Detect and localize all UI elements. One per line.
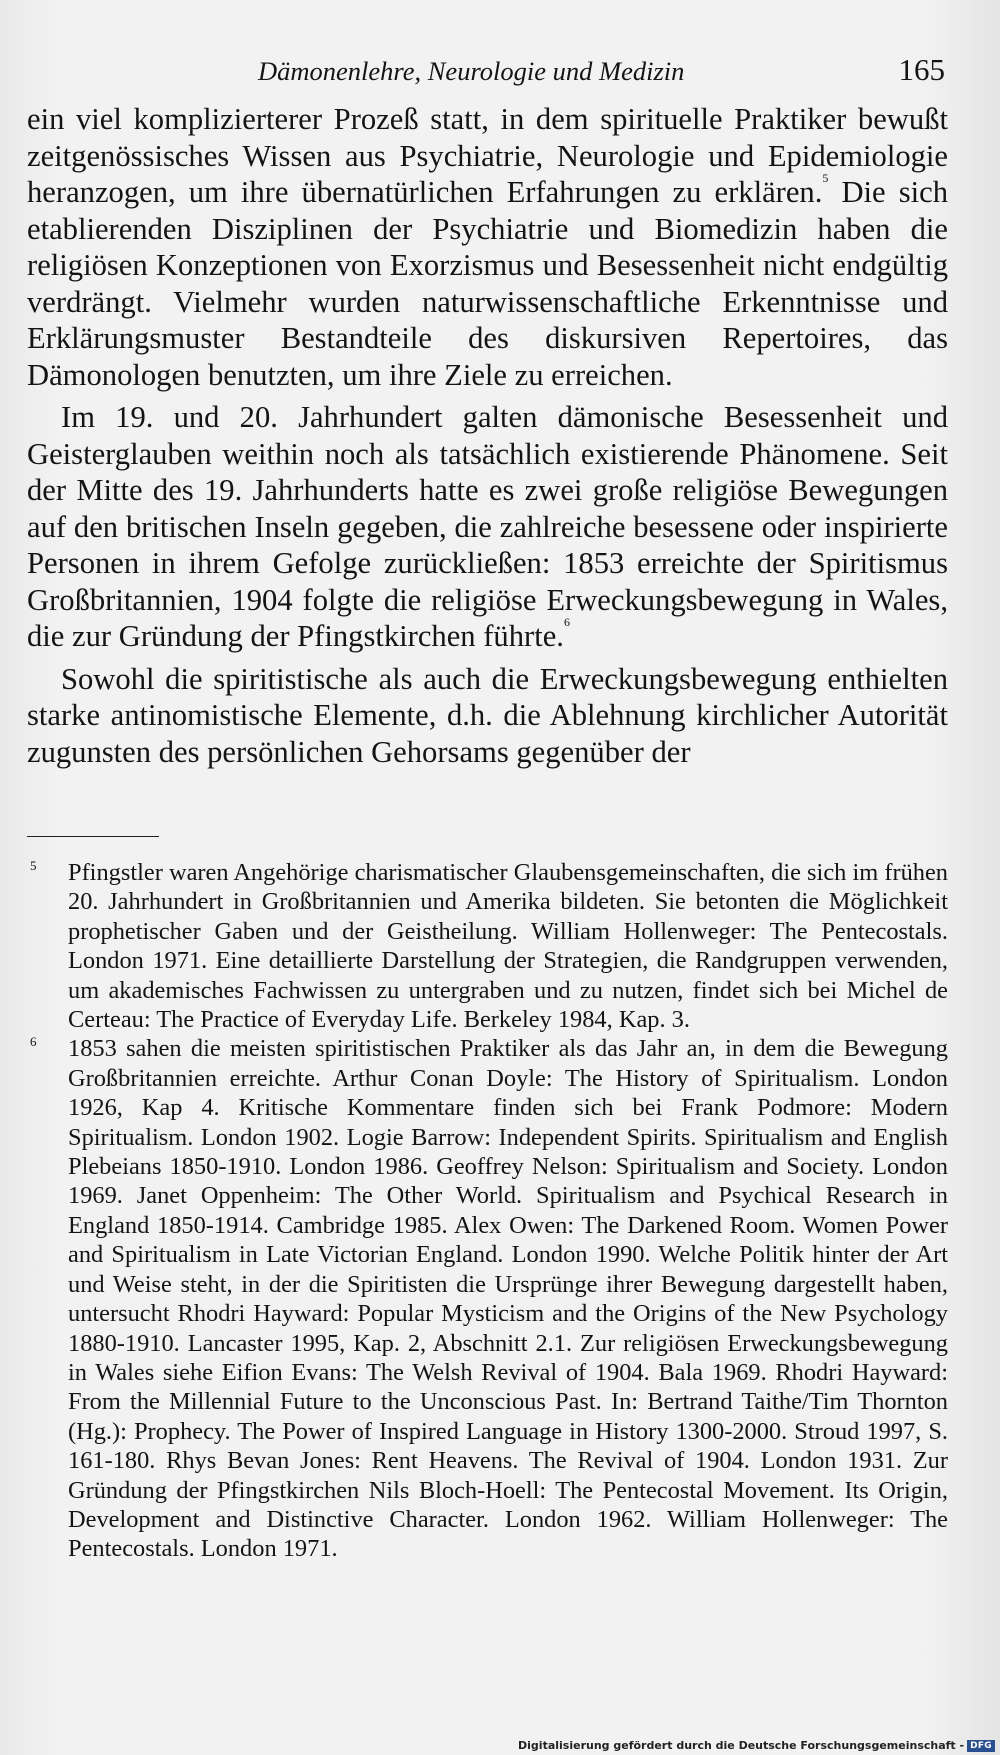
credit-text: Digitalisierung gefördert durch die Deutsche Forschungsgemeinschaft - — [518, 1739, 965, 1752]
footnote-separator — [27, 836, 159, 837]
paragraph-1 — [27, 101, 948, 393]
paragraph-3-text: Sowohl die spiritistische als auch die Erweckungsbewegung enthielten starke antinomistische Elemente, d.h. die Ablehnung kirchlicher Autorität zugunsten des persönlichen Gehorsams gegenüber der — [27, 661, 948, 769]
footnote-5 — [27, 858, 948, 1034]
footnote-text: Pfingstler waren Angehörige charismatischer Glaubensgemeinschaften, die sich im frühen 20. Jahrhundert in Großbritannien und Amerika bildeten. Sie betonten die Möglichkeit prophetischer Gaben und der Geistheilung. William Hollenweger: The Pentecostals. London 1971. Eine detaillierte Darstellung der Strategien, die Randgruppen verwenden, um akademisches Fachwissen zu untergraben und zu nutzen, findet sich bei Michel de Certeau: The Practice of Everyday Life. Berkeley 1984, Kap. 3. — [68, 859, 948, 1034]
paragraph-2-text: Im 19. und 20. Jahrhundert galten dämonische Besessenheit und Geisterglauben weithin noch als tatsächlich existierende Phänomene. Seit der Mitte des 19. Jahrhunderts hatte es zwei große religiöse Bewegungen auf den britischen Inseln gegeben, die zahlreiche besessene oder inspirierte Personen in ihrem Gefolge zurückließen: 1853 erreichte der Spiritismus Großbritannien, 1904 folgte die religiöse Erweckungsbewegung in Wales, die zur Gründung der Pfingstkirchen führte. — [27, 400, 948, 653]
page-number: 165 — [898, 52, 945, 87]
paragraph-2 — [27, 399, 948, 655]
main-text — [27, 101, 948, 770]
footnote-marker: 5 — [30, 858, 37, 873]
running-title: Dämonenlehre, Neurologie und Medizin — [258, 56, 685, 86]
digitization-credit — [518, 1739, 995, 1752]
paragraph-1-text-a: ein viel komplizierterer Prozeß statt, in dem spirituelle Praktiker bewußt zeitgenössisches Wissen aus Psychiatrie, Neurologie und Epidemiologie heranzogen, um ihre übernatürlichen Erfahrungen zu erklären. — [27, 102, 948, 209]
footnote-6 — [27, 1034, 948, 1563]
footnotes — [27, 858, 948, 1564]
paragraph-3 — [27, 661, 948, 771]
footnote-text: 1853 sahen die meisten spiritistischen Praktiker als das Jahr an, in dem die Bewegung Großbritannien erreichte. Arthur Conan Doyle: The History of Spiritualism. London 1926, Kap 4. Kritische Kommentare finden sich bei Frank Podmore: Modern Spiritualism. London 1902. Logie Barrow: Independent Spirits. Spiritualism and English Plebeians 1850-1910. London 1986. Geoffrey Nelson: Spiritualism and Society. London 1969. Janet Oppenheim: The Other World. Spiritualism and Psychical Research in England 1850-1914. Cambridge 1985. Alex Owen: The Darkened Room. Women Power and Spiritualism in Late Victorian England. London 1990. Welche Politik hinter der Art und Weise steht, in der die Spiritisten die Ursprünge ihrer Bewegung dargestellt haben, untersucht Rhodri Hayward: Popular Mysticism and the Origins of the New Psychology 1880-1910. Lancaster 1995, Kap. 2, Abschnitt 2.1. Zur religiösen Erweckungsbewegung in Wales siehe Eifion Evans: The Welsh Revival of 1904. Bala 1969. Rhodri Hayward: From the Millennial Future to the Unconscious Past. In: Bertrand Taithe/Tim Thornton (Hg.): Prophecy. The Power of Inspired Language in History 1300-2000. Stroud 1997, S. 161-180. Rhys Bevan Jones: Rent Heavens. The Revival of 1904. London 1931. Zur Gründung der Pfingstkirchen Nils Bloch-Hoell: The Pentecostal Movement. Its Origin, Development and Distinctive Character. London 1962. William Hollenweger: The Pentecostals. London 1971. — [68, 1035, 948, 1563]
running-head — [0, 52, 1000, 92]
dfg-logo: DFG — [967, 1740, 995, 1752]
footnote-marker: 6 — [30, 1034, 37, 1050]
paragraph-1-text-b: Die sich etablierenden Disziplinen der Psychiatrie und Biomedizin haben die religiösen Konzeptionen von Exorzismus und Besessenheit nicht endgültig verdrängt. Vielmehr wurden naturwissenschaftliche Erkenntnisse und Erklärungsmuster Bestandteile des diskursiven Repertoires, das Dämonologen benutzten, um ihre Ziele zu erreichen. — [27, 175, 948, 392]
footnote-ref-5: 5 — [822, 171, 829, 185]
footnote-ref-6: 6 — [563, 615, 570, 629]
